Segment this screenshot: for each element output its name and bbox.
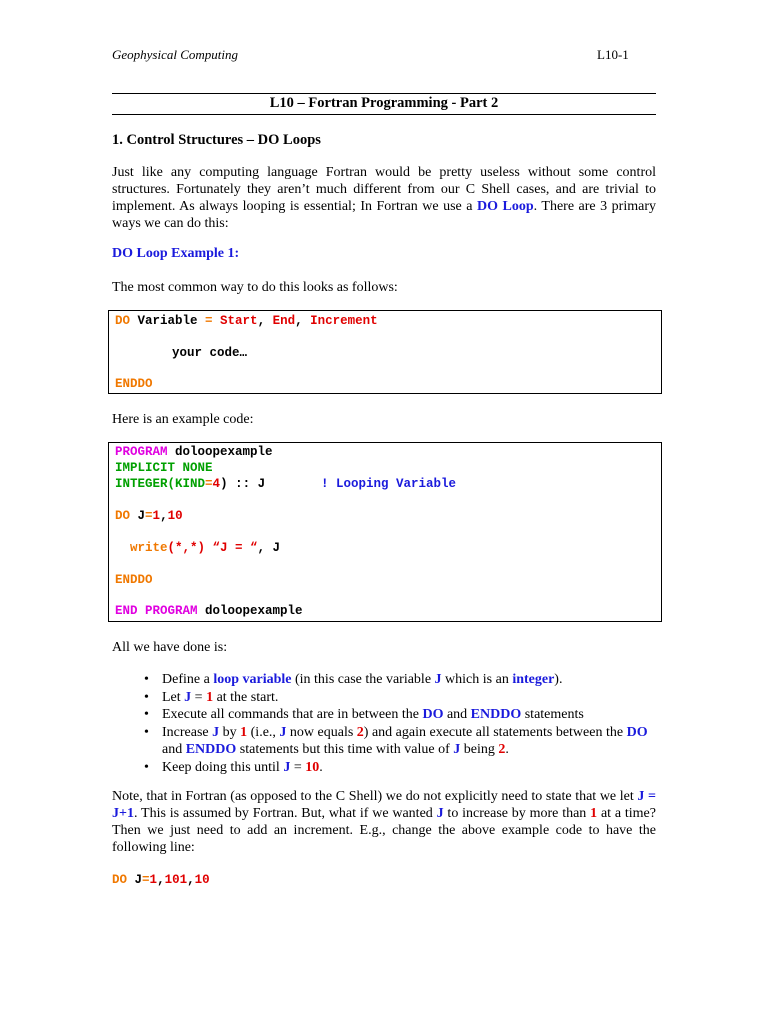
code-line-program: PROGRAM doloopexample [115,445,273,459]
intro-paragraph [112,164,656,232]
code-line-end-program: END PROGRAM doloopexample [115,604,303,618]
syntax-line-do: DO Variable = Start, End, Increment [115,314,378,328]
final-code-line: DO J=1,101,10 [112,873,210,887]
syntax-line-body: your code… [172,346,248,360]
code-comment: ! Looping Variable [321,477,457,491]
code-line-enddo: ENDDO [115,573,153,587]
code-line-integer: INTEGER(KIND=4) :: J [115,477,266,491]
note-paragraph: Note, that in Fortran (as opposed to the C Shell) we do not explicitly need to state that we let J = J+1. This is assumed by Fortran. But, what if we wanted J to increase by more than 1 at a time? Then we just need to add an increment. E.g., change the above example code to have the following line: [112,789,656,855]
list-item: • Define a loop variable (in this case the variable J which is an integer). [144,671,656,689]
example-code-box [108,442,662,622]
list-item: • Keep doing this until J = 10. [144,759,656,777]
example-lead: Here is an example code: [112,412,254,427]
list-item: • Execute all commands that are in between the DO and ENDDO statements [144,706,656,724]
section-heading: 1. Control Structures – DO Loops [112,132,321,148]
list-item: • Increase J by 1 (i.e., J now equals 2) and again execute all statements between the DO and ENDDO statements but this time with value of J being 2. [144,724,656,759]
title-rule-bottom [112,114,656,115]
intro-do-loop: DO Loop [477,199,534,214]
steps-list [144,671,656,776]
syntax-code-box [108,310,662,394]
example1-lead: The most common way to do this looks as follows: [112,280,398,295]
summary-lead: All we have done is: [112,640,228,655]
intro-tail: . There are 3 primary ways we can do this: [112,199,656,231]
code-line-implicit: IMPLICIT NONE [115,461,213,475]
title-rule-top [112,93,656,94]
list-item: • Let J = 1 at the start. [144,689,656,707]
running-header-course: Geophysical Computing [112,47,239,62]
intro-text: Just like any computing language Fortran would be pretty useless without some control structures. Fortunately they aren’t much different from our C Shell cases, and are trivial to implement. As always looping is essential; In Fortran we use a [112,165,656,214]
code-line-write: write(*,*) “J = “, J [130,541,281,555]
running-header-page: L10-1 [597,47,629,62]
example1-heading: DO Loop Example 1: [112,246,240,261]
code-line-do: DO J=1,10 [115,509,183,523]
document-title: L10 – Fortran Programming - Part 2 [269,95,499,111]
syntax-line-enddo: ENDDO [115,377,153,391]
